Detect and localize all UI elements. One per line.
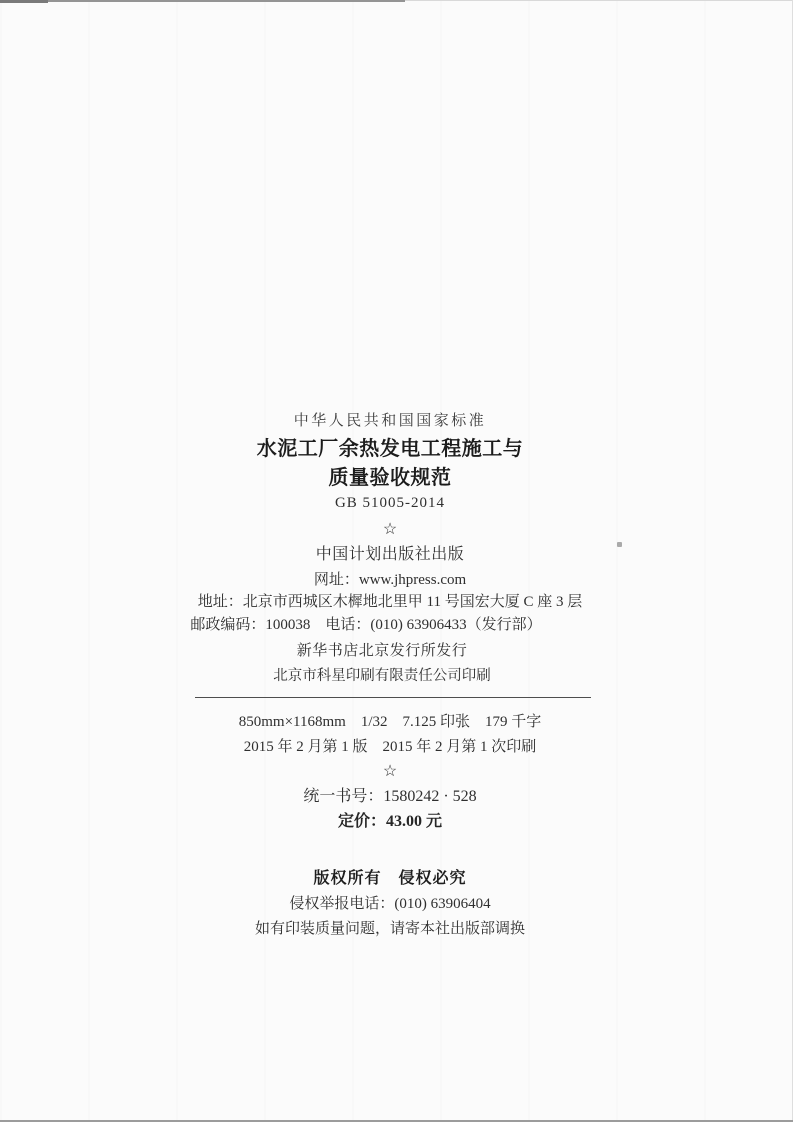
star-divider-middle: ☆ bbox=[382, 763, 398, 780]
book-title-line-1: 水泥工厂余热发电工程施工与 bbox=[256, 438, 524, 460]
star-divider-top: ☆ bbox=[382, 521, 398, 538]
publisher-line: 中国计划出版社出版 bbox=[315, 546, 465, 563]
distributor-line: 新华书店北京发行所发行 bbox=[296, 643, 468, 659]
address-line: 地址：北京市西城区木樨地北里甲 11 号国宏大厦 C 座 3 层 bbox=[197, 594, 583, 610]
quality-exchange-note: 如有印装质量问题，请寄本社出版部调换 bbox=[254, 921, 525, 937]
copyright-notice: 版权所有 侵权必究 bbox=[313, 870, 467, 887]
website-line: 网址：www.jhpress.com bbox=[313, 572, 467, 588]
scan-artifact-top-edge-dark bbox=[0, 0, 48, 3]
edition-line: 2015 年 2 月第 1 版 2015 年 2 月第 1 次印刷 bbox=[243, 739, 537, 755]
book-number-line: 统一书号：1580242 · 528 bbox=[303, 788, 477, 805]
scan-artifact-top-edge-light bbox=[405, 0, 793, 1]
standard-code: GB 51005-2014 bbox=[334, 495, 446, 511]
printing-divider-rule bbox=[195, 697, 591, 698]
price-line: 定价：43.00 元 bbox=[337, 813, 442, 830]
book-title-line-2: 质量验收规范 bbox=[328, 467, 452, 489]
postcode-phone-line: 邮政编码：100038 电话：(010) 63906433（发行部） bbox=[190, 617, 542, 633]
printer-line: 北京市科星印刷有限责任公司印刷 bbox=[273, 668, 491, 684]
scan-artifact-top-edge bbox=[48, 0, 405, 2]
national-standard-label: 中华人民共和国国家标准 bbox=[293, 413, 487, 429]
format-spec-line: 850mm×1168mm 1/32 7.125 印张 179 千字 bbox=[238, 714, 542, 730]
infringement-phone-line: 侵权举报电话：(010) 63906404 bbox=[289, 896, 491, 912]
